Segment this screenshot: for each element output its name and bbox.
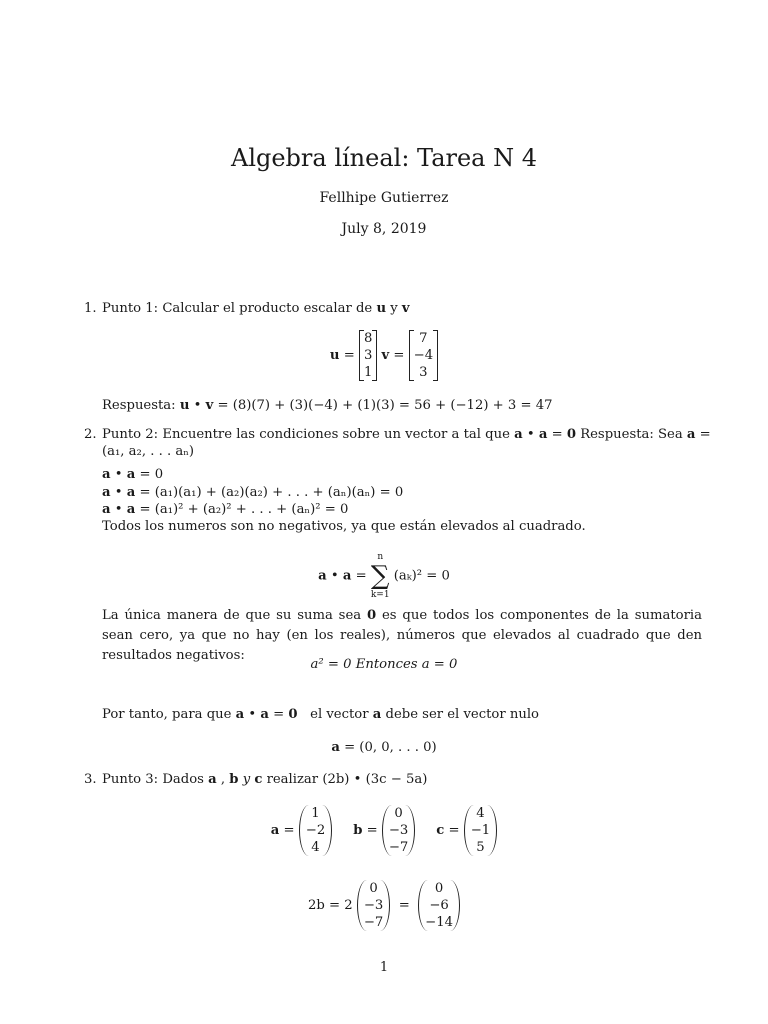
b-vector: 0 −3 −7 bbox=[382, 805, 415, 856]
item-1-statement: Punto 1: Calcular el producto escalar de u y v bbox=[102, 301, 410, 316]
item-2-step-3: a • a = (a₁)² + (a₂)² + . . . + (aₙ)² = 0 bbox=[102, 502, 349, 517]
c-vector: 4 −1 5 bbox=[464, 805, 497, 856]
item-3-vectors: a = 1 −2 4 b = 0 −3 −7 c = 4 −1 5 bbox=[0, 805, 768, 856]
item-2-unique-way: La única manera de que su suma sea 0 es que todos los componentes de la sumatoria sean cero, ya que no hay (en los reales), números que elevados al cuadrado que den resultados negativos: bbox=[102, 608, 702, 663]
two-b-result-vector: 0 −6 −14 bbox=[418, 880, 460, 931]
item-2-step-2: a • a = (a₁)(a₁) + (a₂)(a₂) + . . . + (aₙ)(aₙ) = 0 bbox=[102, 485, 404, 500]
a-vector: 1 −2 4 bbox=[299, 805, 332, 856]
item-3-statement: Punto 3: Dados a , b y c realizar (2b) • (3c − 5a) bbox=[102, 772, 428, 787]
item-number-1: 1. bbox=[84, 301, 97, 316]
item-2-nonnegative-note: Todos los numeros son no negativos, ya que están elevados al cuadrado. bbox=[102, 519, 586, 534]
item-1-answer: Respuesta: u • v = (8)(7) + (3)(−4) + (1)(3) = 56 + (−12) + 3 = 47 bbox=[102, 398, 553, 413]
item-2-therefore: Por tanto, para que a • a = 0 el vector a debe ser el vector nulo bbox=[102, 707, 539, 722]
v-vector: 7 −4 3 bbox=[409, 330, 438, 381]
item-2-step-1: a • a = 0 bbox=[102, 467, 164, 482]
item-number-3: 3. bbox=[84, 772, 97, 787]
item-2-statement: Punto 2: Encuentre las condiciones sobre un vector a tal que a • a = 0 Respuesta: Sea a = bbox=[102, 427, 711, 442]
item-2-null-vector: a = (0, 0, . . . 0) bbox=[331, 740, 437, 755]
document-date: July 8, 2019 bbox=[341, 221, 427, 237]
item-1-vectors: u = 8 3 1 v = 7 −4 3 bbox=[0, 330, 768, 381]
page-number: 1 bbox=[379, 960, 389, 975]
item-2-summation: a • a = n ∑ k=1 (aₖ)² = 0 bbox=[318, 552, 450, 600]
two-b-input-vector: 0 −3 −7 bbox=[357, 880, 390, 931]
item-3-two-b: 2b = 2 0 −3 −7 = 0 −6 −14 bbox=[0, 880, 768, 931]
item-2-sequence: (a₁, a₂, . . . aₙ) bbox=[102, 444, 195, 459]
item-2-square-zero: a² = 0 Entonces a = 0 bbox=[310, 657, 458, 672]
document-title: Algebra líneal: Tarea N 4 bbox=[230, 144, 538, 172]
document-author: Fellhipe Gutierrez bbox=[319, 190, 449, 206]
item-number-2: 2. bbox=[84, 427, 97, 442]
u-vector: 8 3 1 bbox=[359, 330, 377, 381]
summation-symbol: n ∑ k=1 bbox=[370, 552, 390, 600]
